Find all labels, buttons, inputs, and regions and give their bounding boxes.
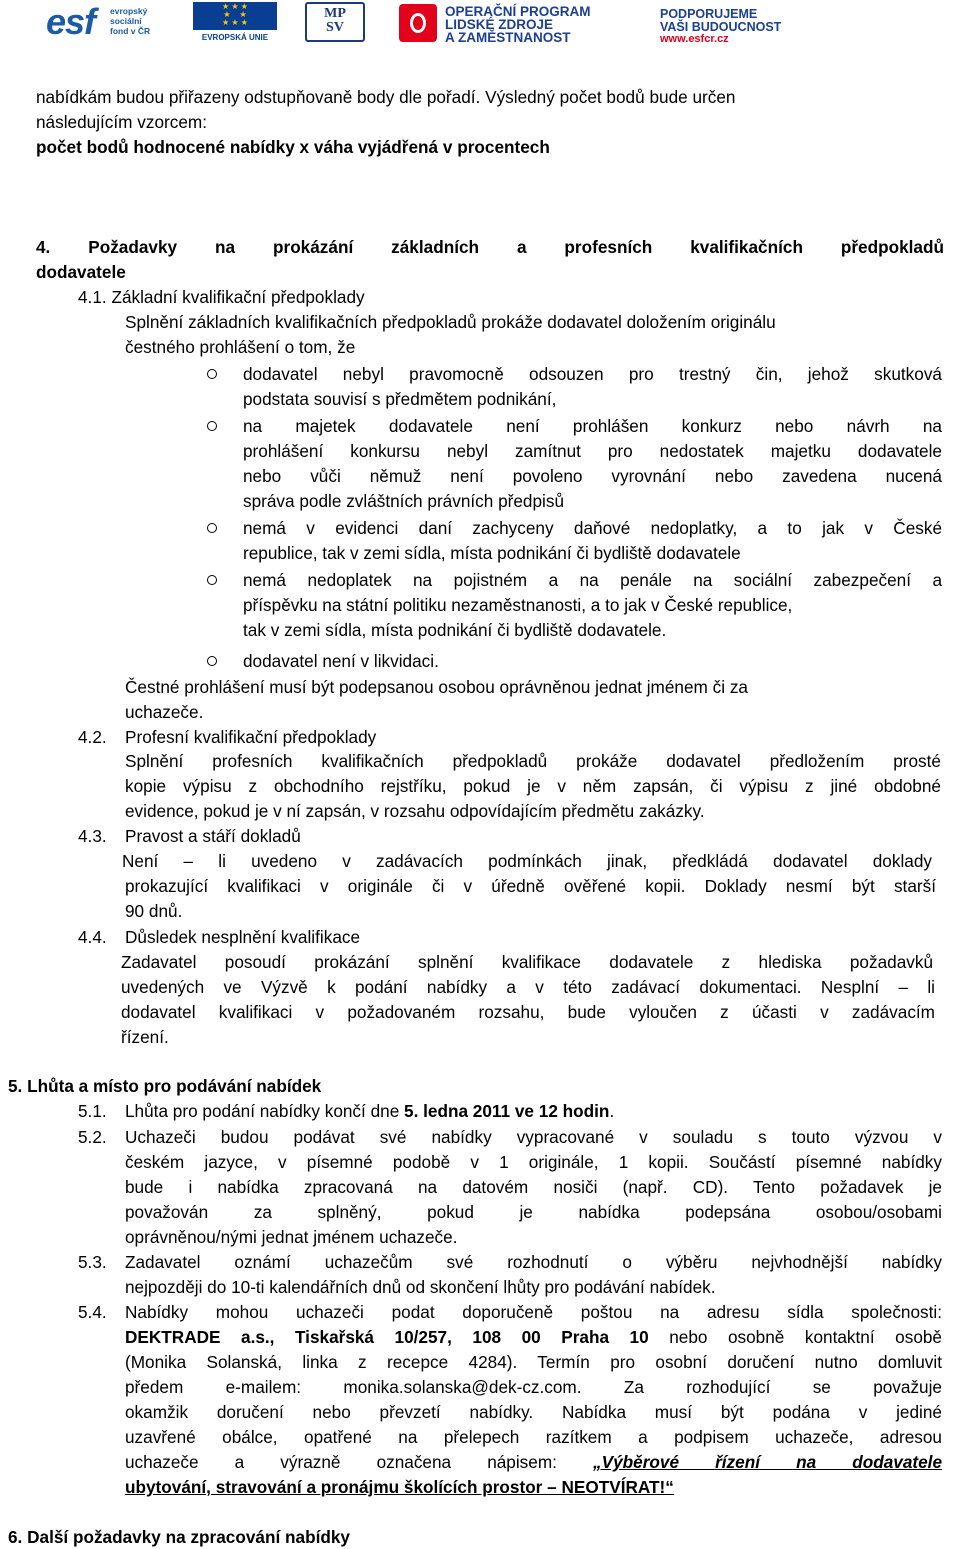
envelope-label: „Výběrové řízení na dodavatele [593,1452,943,1472]
bullet-text: příspěvku na státní politiku nezaměstnanosti, a to jak v České republice, [243,595,793,615]
section-5-2-text: bude i nabídka zpracovaná na datovém nosiči (např. CD). Tento požadavek je [125,1177,942,1197]
section-4-heading-cont: dodavatele [36,262,126,282]
section-5-4-text: (Monika Solanská, linka z recepce 4284). Termín pro osobní doručení nutno domluvit [125,1352,942,1372]
bullet-text: dodavatel není v likvidaci. [243,651,439,671]
bullet-text: prohlášení konkursu nebyl zamítnut pro nedostatek majetku dodavatele [243,441,942,461]
section-4-3-text: Není – li uvedeno v zadávacích podmínkách jinak, předkládá dodavatel doklady [122,851,932,871]
section-5-heading: 5. Lhůta a místo pro podávání nabídek [8,1076,322,1096]
esf-logo-text: esf [46,1,96,42]
eu-flag-logo [193,2,277,44]
section-5-4-number: 5.4. [78,1302,107,1322]
esfcr-logo [660,2,830,44]
section-4-1-title: 4.1. Základní kvalifikační předpoklady [78,287,365,307]
op-lzz-logo [399,2,639,44]
section-4-2-text: Splnění profesních kvalifikačních předpokladů prokáže dodavatel předložením prosté [125,751,941,771]
section-5-2-number: 5.2. [78,1127,107,1147]
section-4-2-text: evidence, pokud je v ní zapsán, v rozsahu odpovídajícím předmětu zakázky. [125,801,705,821]
bullet-circle-icon [206,368,218,380]
section-5-2-text: českém jazyce, v písemné podobě v 1 originále, 1 kopii. Součástí písemné nabídky [125,1152,942,1172]
esf-logo-subtitle: evropský sociální fond v ČR [110,6,151,36]
section-5-2-text: oprávněnou/nými jednat jménem uchazeče. [125,1227,458,1247]
esfcr-logo-url: www.esfcr.cz [660,33,729,45]
mpsv-logo [305,2,369,44]
bullet-text: správa podle zvláštních právních předpisů [243,491,565,511]
envelope-label-cont: ubytování, stravování a pronájmu školících prostor – NEOTVÍRAT!“ [125,1477,674,1497]
bullet-circle-icon [206,574,218,586]
bullet-text: dodavatel nebyl pravomocně odsouzen pro trestný čin, jehož skutková [243,364,942,384]
header-logos [0,0,960,48]
section-5-3-text: nejpozději do 10-ti kalendářních dnů od skončení lhůty pro podávání nabídek. [125,1277,716,1297]
esfcr-logo-text: PODPORUJEME VAŠI BUDOUCNOST [660,7,782,34]
section-5-1-text: Lhůta pro podání nabídky končí dne 5. ledna 2011 ve 12 hodin. [125,1101,615,1121]
section-4-4-title: Důsledek nesplnění kvalifikace [125,927,361,947]
esf-logo [46,2,192,44]
intro-formula: počet bodů hodnocené nabídky x váha vyjádřená v procentech [36,137,550,157]
bullet-text: tak v zemi sídla, místa podnikání či bydliště dodavatele. [243,620,667,640]
section-4-4-text: uvedených ve Výzvě k podání nabídky a v této zadávací dokumentaci. Nesplní – li [121,977,935,997]
section-4-3-text: prokazující kvalifikaci v originále či v úředně ověřené kopii. Doklady nesmí být starší [125,876,936,896]
section-5-4-address: DEKTRADE a.s., Tiskařská 10/257, 108 00 Praha 10 nebo osobně kontaktní osobě [125,1327,942,1347]
section-6-heading: 6. Další požadavky na zpracování nabídky [8,1527,350,1547]
section-5-3-number: 5.3. [78,1252,107,1272]
bullet-text: nebo vůči němuž není povoleno vyrovnání nebo zavedena nucená [243,466,942,486]
bullet-circle-icon [206,522,218,534]
intro-line: nabídkám budou přiřazeny odstupňovaně body dle pořadí. Výsledný počet bodů bude určen [36,87,736,107]
section-5-4-text: uzavřené obálce, opatřené na přelepech razítkem a podpisem uchazeče, adresou [125,1427,942,1447]
section-4-1-text: Splnění základních kvalifikačních předpokladů prokáže dodavatel doložením originálu [125,312,776,332]
eu-flag-icon: ★ ★ ★ ★ ★ ★ ★ ★ [193,2,277,30]
section-5-4-text: předem e-mailem: monika.solanska@dek-cz.com. Za rozhodující se považuje [125,1377,942,1397]
section-4-2-title: Profesní kvalifikační předpoklady [125,727,377,747]
deadline-date: 5. ledna 2011 ve 12 hodin [404,1101,610,1121]
op-logo-text: OPERAČNÍ PROGRAM LIDSKÉ ZDROJE A ZAMĚSTNANOST [445,4,591,45]
section-5-3-text: Zadavatel oznámí uchazečům své rozhodnutí o výběru nejvhodnější nabídky [125,1252,942,1272]
section-4-2-number: 4.2. [78,727,107,747]
company-address: DEKTRADE a.s., Tiskařská 10/257, 108 00 Praha 10 [125,1327,649,1347]
bullet-text: republice, tak v zemi sídla, místa podnikání či bydliště dodavatele [243,543,741,563]
op-logo-icon [399,4,437,42]
section-5-1-number: 5.1. [78,1101,107,1121]
eu-logo-caption: EVROPSKÁ UNIE [201,33,269,42]
bullet-circle-icon [206,420,218,432]
section-5-4-label-line: uchazeče a výrazně označena nápisem: „Výběrové řízení na dodavatele [125,1452,943,1472]
bullet-text: nemá v evidenci daní zachyceny daňové nedoplatky, a to jak v České [243,518,942,538]
section-4-1-closing: uchazeče. [125,702,204,722]
section-4-3-title: Pravost a stáří dokladů [125,826,301,846]
section-4-3-text: 90 dnů. [125,901,183,921]
section-4-4-text: Zadavatel posoudí prokázání splnění kvalifikace dodavatele z hlediska požadavků [121,952,933,972]
section-4-4-text: řízení. [121,1027,169,1047]
bullet-text: na majetek dodavatele není prohlášen konkurz nebo návrh na [243,416,942,436]
mpsv-logo-text: MP SV [324,6,346,35]
section-4-1-text: čestného prohlášení o tom, že [125,337,356,357]
intro-line: následujícím vzorcem: [36,112,207,132]
section-5-4-text: okamžik doručení nebo převzetí nabídky. Nabídka musí být podána v jediné [125,1402,942,1422]
section-4-2-text: kopie výpisu z obchodního rejstříku, pokud je v něm zapsán, či výpisu z jiné obdobné [125,776,941,796]
section-5-2-text: považován za splněný, pokud je nabídka podepsána osobou/osobami [125,1202,942,1222]
bullet-text: nemá nedoplatek na pojistném a na penále na sociální zabezpečení a [243,570,942,590]
section-5-2-text: Uchazeči budou podávat své nabídky vypracované v souladu s touto výzvou v [125,1127,942,1147]
section-4-3-number: 4.3. [78,826,107,846]
bullet-circle-icon [206,655,218,667]
section-4-heading: 4. Požadavky na prokázání základních a profesních kvalifikačních předpokladů [36,237,944,257]
section-5-4-text: Nabídky mohou uchazeči podat doporučeně poštou na adresu sídla společnosti: [125,1302,942,1322]
bullet-text: podstata souvisí s předmětem podnikání, [243,389,557,409]
section-4-4-text: dodavatel kvalifikaci v požadovaném rozsahu, bude vyloučen z účasti v zadávacím [121,1002,935,1022]
section-4-1-closing: Čestné prohlášení musí být podepsanou osobou oprávněnou jednat jménem či za [125,677,748,697]
section-4-4-number: 4.4. [78,927,107,947]
